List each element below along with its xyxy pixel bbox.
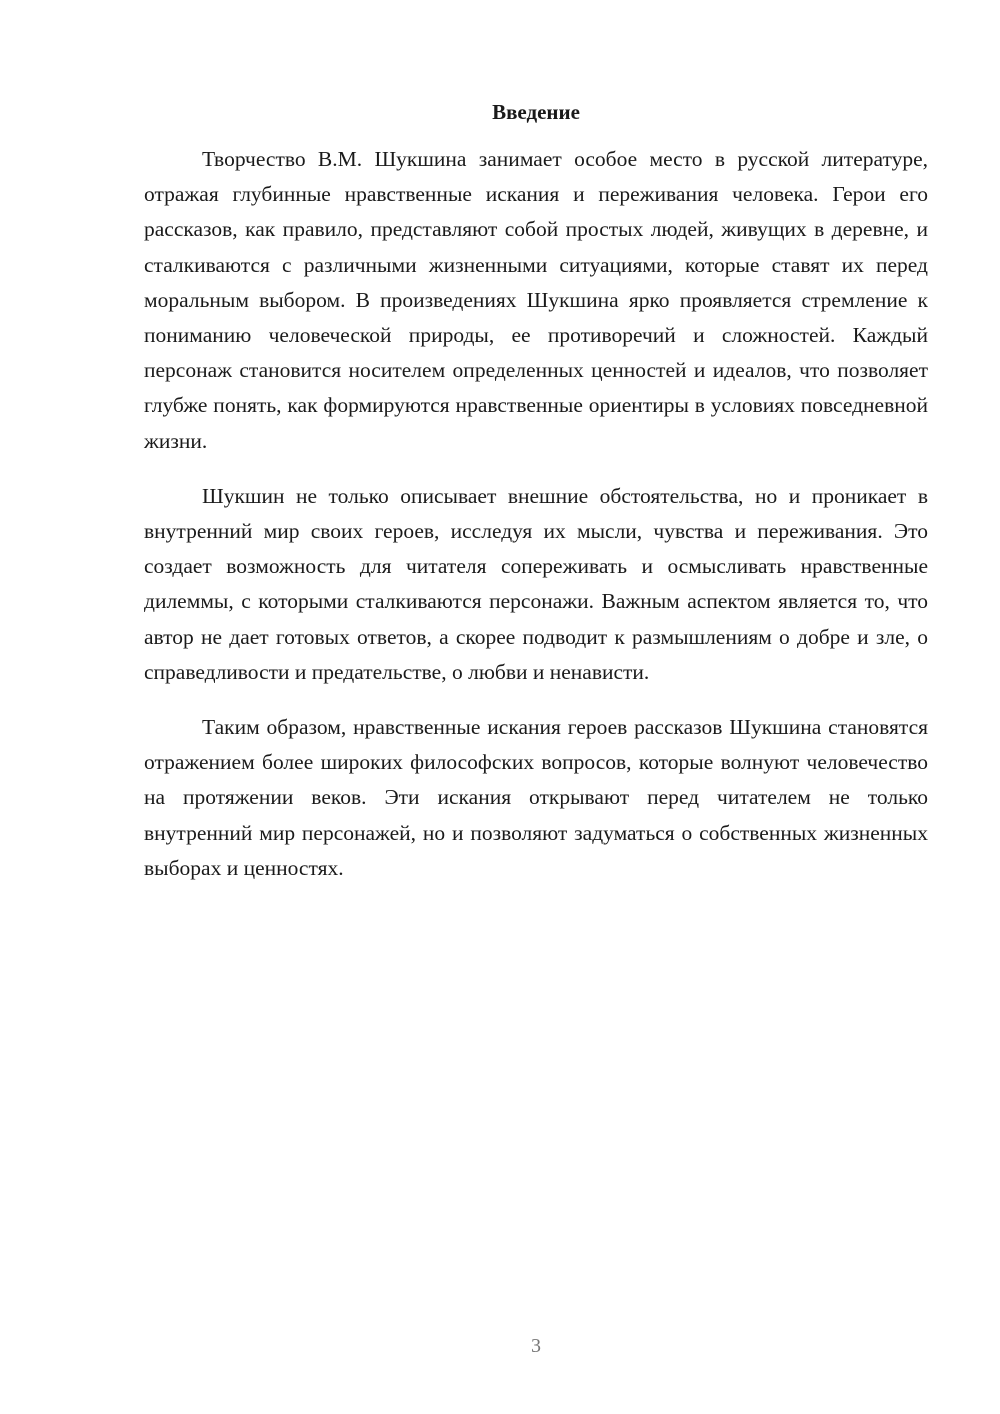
paragraph-3: Таким образом, нравственные искания героев рассказов Шукшина становятся отражением более широких философских вопросов, которые волнуют человечество на протяжении веков. Эти искания открывают перед читателем не только внутренний мир персонажей, но и позволяют задуматься о собственных жизненных выборах и ценностях. bbox=[144, 715, 928, 880]
paragraph-1: Творчество В.М. Шукшина занимает особое место в русской литературе, отражая глубинные нравственные искания и переживания человека. Герои его рассказов, как правило, представляют собой простых людей, живущих в деревне, и сталкиваются с различными жизненными ситуациями, которые ставят их перед моральным выбором. В произведениях Шукшина ярко проявляется стремление к пониманию человеческой природы, ее противоречий и сложностей. Каждый персонаж становится носителем определенных ценностей и идеалов, что позволяет глубже понять, как формируются нравственные ориентиры в условиях повседневной жизни. bbox=[144, 147, 928, 453]
page-number: 3 bbox=[531, 1335, 541, 1357]
section-heading: Введение bbox=[492, 100, 580, 124]
paragraph-2: Шукшин не только описывает внешние обстоятельства, но и проникает в внутренний мир своих героев, исследуя их мысли, чувства и переживания. Это создает возможность для читателя сопереживать и осмысливать нравственные дилеммы, с которыми сталкиваются персонажи. Важным аспектом является то, что автор не дает готовых ответов, а скорее подводит к размышлениям о добре и зле, о справедливости и предательстве, о любви и ненависти. bbox=[144, 483, 928, 684]
body-text bbox=[144, 142, 928, 906]
